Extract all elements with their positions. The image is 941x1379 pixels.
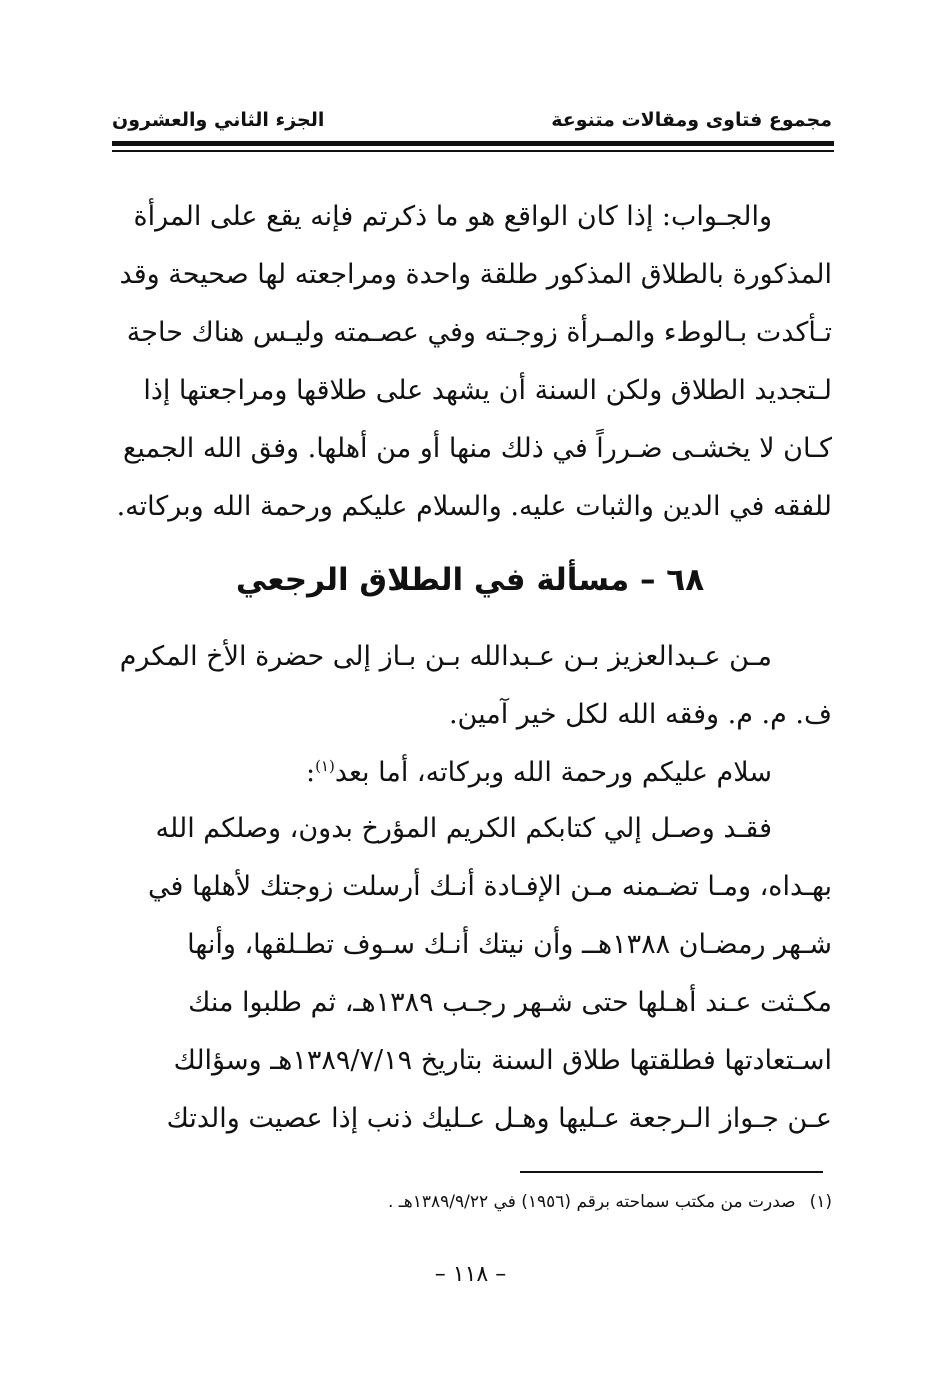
footnote-marker: (١) [315,757,335,775]
letter-body-line: فقـد وصـل إلي كتابكم الكريم المؤرخ بدون، وصلكم الله [155,813,772,844]
running-header [112,100,832,140]
letter-body [108,800,832,1148]
answer-line: لـتجديد الطلاق ولكن السنة أن يشهد على طلاقها ومراجعتها إذا [143,375,832,406]
footnote-text: صدرت من مكتب سماحته برقم (١٩٥٦) في ١٣٨٩/٩/٢٢هـ . [388,1192,796,1212]
answer-line: والجـواب: إذا كان الواقع هو ما ذكرتم فإنه يقع على المرأة [133,201,772,232]
letter-body-line: بهـداه، ومـا تضـمنه مـن الإفـادة أنـك أرسلت زوجتك لأهلها في [147,871,832,902]
header-book-title: مجموع فتاوى ومقالات متنوعة [551,109,832,131]
answer-line: كـان لا يخشـى ضـرراً في ذلك منها أو من أهلها. وفق الله الجميع [122,433,832,464]
footnote-number: (١) [809,1192,832,1212]
answer-paragraph [108,188,832,536]
greeting-text: سلام عليكم ورحمة الله وبركاته، أما بعد [334,757,772,788]
section-title: ٦٨ – مسألة في الطلاق الرجعي [235,562,705,598]
letter-sender-line: مـن عـبدالعزيز بـن عـبدالله بـن بـاز إلى حضرة الأخ المكرم [119,641,772,672]
header-rule-thin [112,150,834,152]
letter-body-line: اسـتعادتها فطلقتها طلاق السنة بتاريخ ١٣٨٩/٧/١٩هـ وسؤالك [173,1045,832,1076]
letter-recipient-line: ف. م. م. وفقه الله لكل خير آمين. [448,699,832,730]
answer-line: المذكورة بالطلاق المذكور طلقة واحدة ومراجعته لها صحيحة وقد [119,259,832,290]
letter-body-line: شـهر رمضـان ١٣٨٨هــ وأن نيتك أنـك سـوف تطـلقها، وأنها [187,929,832,960]
answer-line: للفقه في الدين والثبات عليه. والسلام عليكم ورحمة الله وبركاته. [116,491,832,522]
page-number: – ١١٨ – [434,1262,507,1287]
footnote [108,1187,832,1217]
footnote-separator [520,1171,823,1173]
answer-line: تـأكدت بـالوطء والمـرأة زوجـته وفي عصـمته وليـس هناك حاجة [126,317,832,348]
header-volume-title: الجزء الثاني والعشرون [112,109,325,131]
header-rule-thick [112,141,834,146]
letter-body-line: عـن جـواز الـرجعة عـليها وهـل عـليك ذنب إذا عصيت والدتك [166,1103,832,1134]
greeting-colon: : [305,757,316,788]
letter-greeting-line [108,744,832,802]
letter-body-line: مكـثت عـند أهـلها حتى شـهر رجـب ١٣٨٩هـ، ثم طلبوا منك [188,987,832,1018]
letter-opening [108,628,832,802]
